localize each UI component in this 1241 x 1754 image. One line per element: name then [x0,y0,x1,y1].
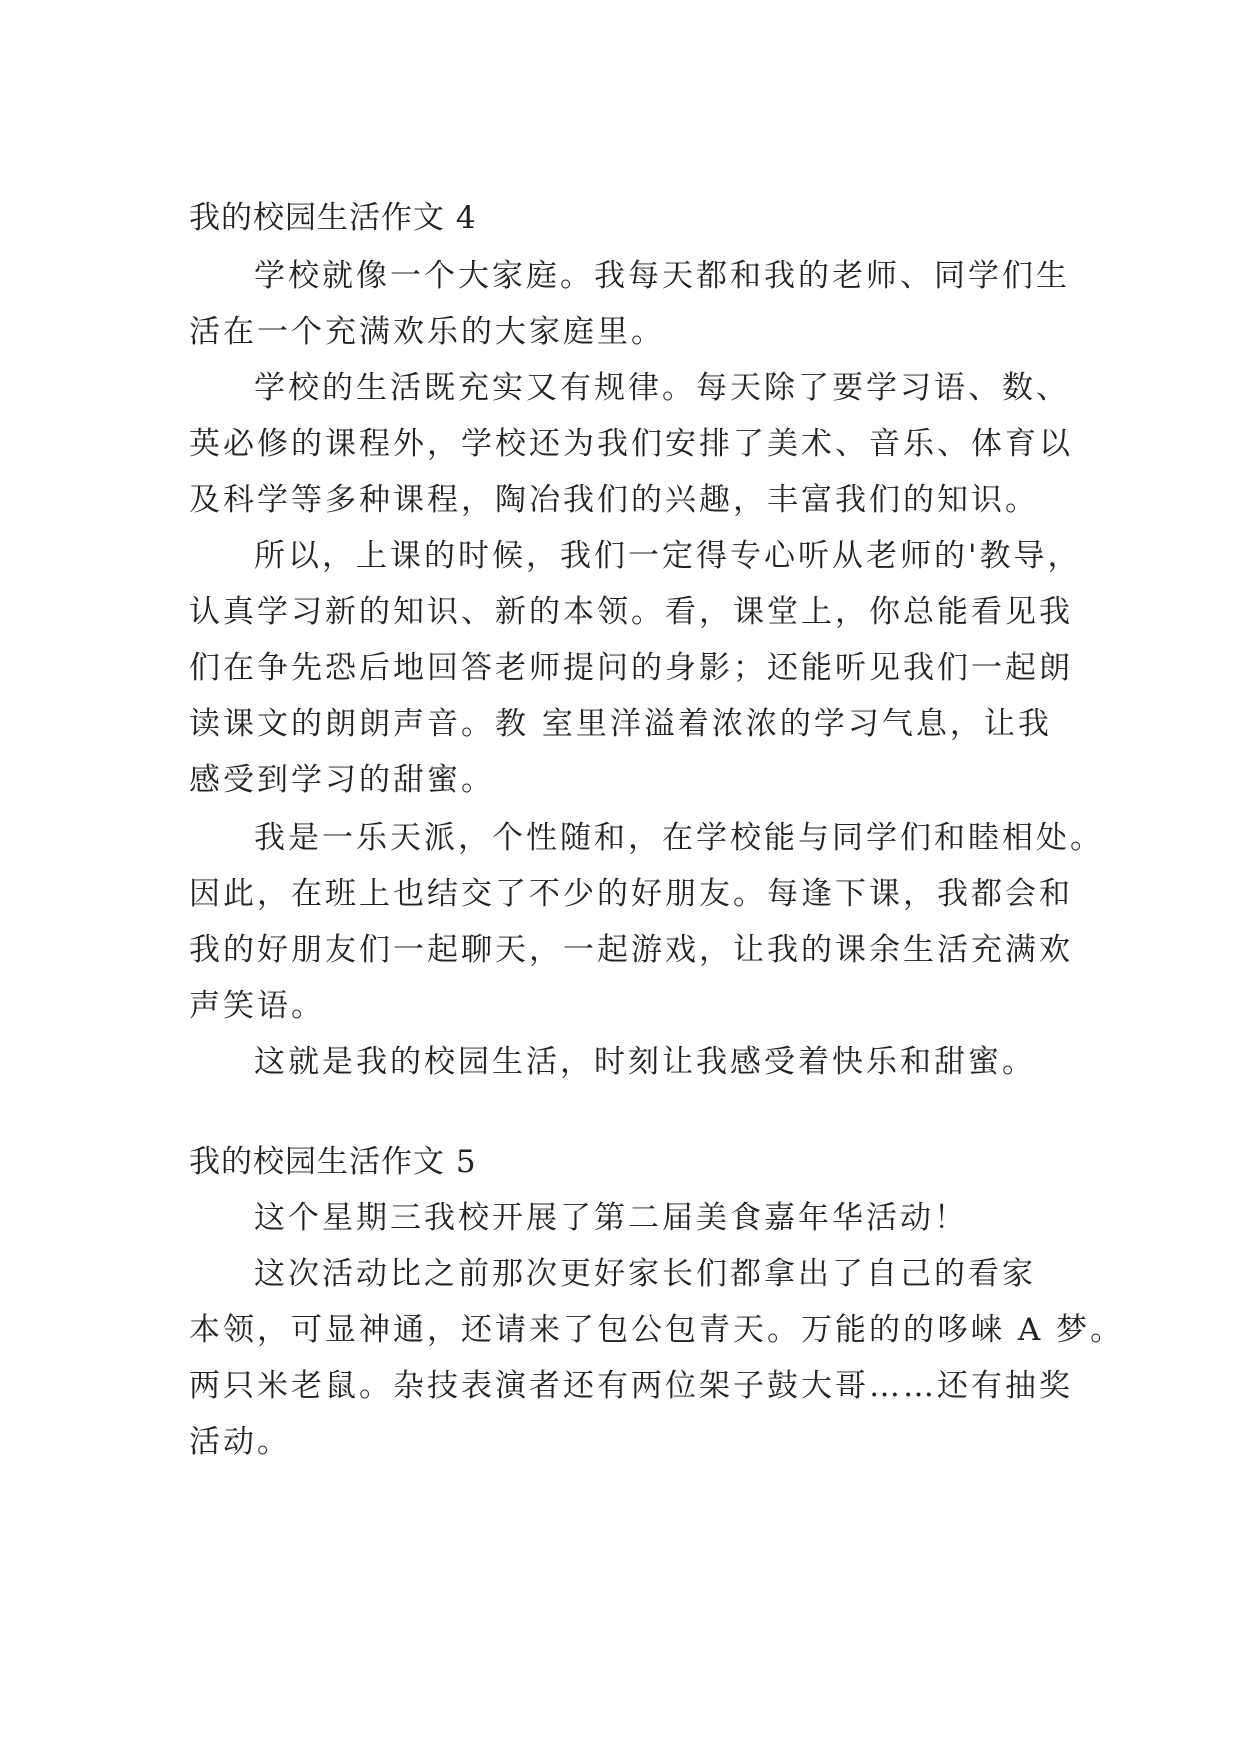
section-5-line: 这次活动比之前那次更好家长们都拿出了自己的看家 [254,1256,1036,1292]
section-5-title: 我的校园生活作文 5 [189,1144,477,1180]
section-4-line: 学校就像一个大家庭。我每天都和我的老师、同学们生 [254,258,1070,294]
section-4-line: 因此，在班上也结交了不少的好朋友。每逢下课，我都会和 [189,876,1073,912]
section-4-line: 们在争先恐后地回答老师提问的身影；还能听见我们一起朗 [189,650,1073,686]
section-4-title: 我的校园生活作文 4 [189,200,477,236]
section-4-line: 认真学习新的知识、新的本领。看，课堂上，你总能看见我 [189,594,1073,630]
section-4-line: 及科学等多种课程，陶冶我们的兴趣，丰富我们的知识。 [189,482,1039,518]
section-5-line: 活动。 [189,1424,291,1460]
section-4-line: 这就是我的校园生活，时刻让我感受着快乐和甜蜜。 [254,1044,1036,1080]
section-5-line: 两只米老鼠。杂技表演者还有两位架子鼓大哥……还有抽奖 [189,1368,1073,1404]
section-4-line: 活在一个充满欢乐的大家庭里。 [189,314,665,350]
section-4-line: 声笑语。 [189,988,325,1024]
section-4-line: 英必修的课程外，学校还为我们安排了美术、音乐、体育以 [189,426,1073,462]
section-4-line: 我是一乐天派，个性随和，在学校能与同学们和睦相处。 [254,820,1104,856]
section-5-line: 这个星期三我校开展了第二届美食嘉年华活动！ [254,1200,968,1236]
section-4-line: 我的好朋友们一起聊天，一起游戏，让我的课余生活充满欢 [189,932,1073,968]
section-5-line: 本领，可显神通，还请来了包公包青天。万能的的哆崃 A 梦。 [189,1312,1125,1348]
section-4-line: 感受到学习的甜蜜。 [189,762,495,798]
section-4-line: 学校的生活既充实又有规律。每天除了要学习语、数、 [254,370,1070,406]
section-4-line: 所以，上课的时候，我们一定得专心听从老师的'教导， [254,538,1082,574]
section-4-line: 读课文的朗朗声音。教 室里洋溢着浓浓的学习气息，让我 [189,706,1052,742]
